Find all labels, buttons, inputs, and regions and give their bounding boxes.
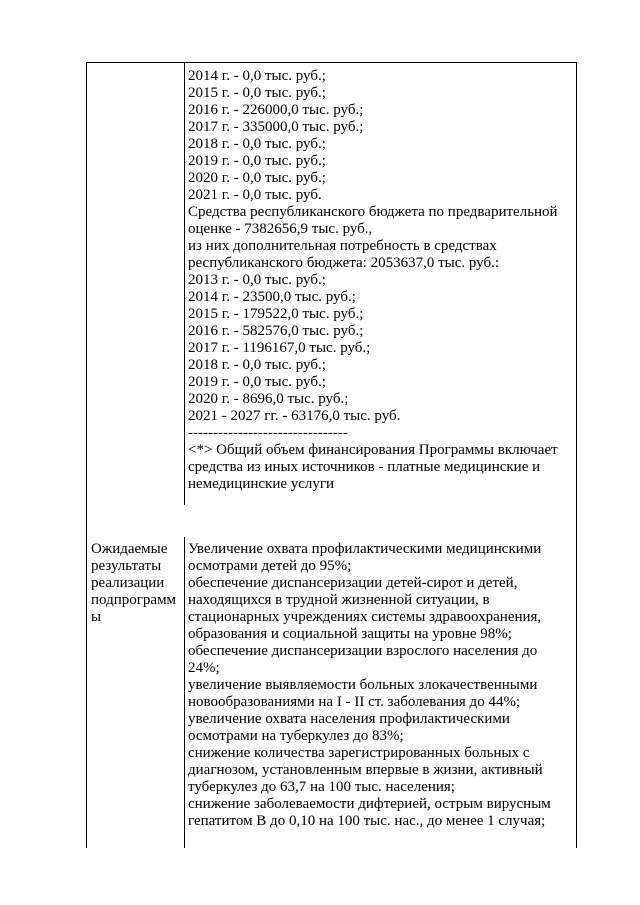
result-line: находящихся в трудной жизненной ситуации, в	[188, 592, 490, 608]
result-line: стационарных учреждениях системы здравоохранения,	[188, 609, 542, 625]
column-divider-bottom	[184, 537, 185, 848]
funding-line: 2015 г. - 179522,0 тыс. руб.;	[188, 306, 364, 322]
funding-line: 2013 г. - 0,0 тыс. руб.;	[188, 272, 326, 288]
result-line: обеспечение диспансеризации детей-сирот и детей,	[188, 575, 518, 591]
result-line: образования и социальной защиты на уровне 98%;	[188, 626, 512, 642]
footnote-line: средства из иных источников - платные медицинские и	[188, 459, 541, 475]
funding-line: Средства республиканского бюджета по предварительной	[188, 204, 558, 220]
label-line: подпрограмм	[91, 592, 177, 608]
label-line: Ожидаемые	[91, 541, 168, 557]
result-line: увеличение выявляемости больных злокачественными	[188, 677, 538, 693]
funding-cell	[188, 68, 578, 493]
expected-results-cell	[188, 541, 578, 830]
label-line: результаты	[91, 558, 162, 574]
funding-line: 2017 г. - 335000,0 тыс. руб.;	[188, 119, 364, 135]
funding-line: 2018 г. - 0,0 тыс. руб.;	[188, 136, 326, 152]
funding-line: 2019 г. - 0,0 тыс. руб.;	[188, 153, 326, 169]
column-divider-top	[184, 62, 185, 505]
funding-line: оценке - 7382656,9 тыс. руб.,	[188, 221, 373, 237]
result-line: снижение заболеваемости дифтерией, острым вирусным	[188, 796, 551, 812]
result-line: новообразованиями на I - II ст. заболевания до 44%;	[188, 694, 521, 710]
footnote-separator: --------------------------------	[188, 425, 348, 441]
result-line: гепатитом В до 0,10 на 100 тыс. нас., до менее 1 случая;	[188, 813, 546, 829]
funding-line: 2020 г. - 8696,0 тыс. руб.;	[188, 391, 349, 407]
footnote-line: <*> Общий объем финансирования Программы включает	[188, 442, 558, 458]
label-line: реализации	[91, 575, 165, 591]
result-line: диагнозом, установленным впервые в жизни, активный	[188, 762, 543, 778]
result-line: 24%;	[188, 660, 220, 676]
result-line: увеличение охвата населения профилактическими	[188, 711, 510, 727]
expected-results-label-cell	[91, 541, 181, 626]
funding-line: 2018 г. - 0,0 тыс. руб.;	[188, 357, 326, 373]
funding-line: 2017 г. - 1196167,0 тыс. руб.;	[188, 340, 371, 356]
funding-line: республиканского бюджета: 2053637,0 тыс. руб.:	[188, 255, 500, 271]
funding-line: 2021 - 2027 гг. - 63176,0 тыс. руб.	[188, 408, 401, 424]
table-left-border	[86, 62, 87, 848]
result-line: туберкулез до 63,7 на 100 тыс. населения;	[188, 779, 455, 795]
funding-line: 2020 г. - 0,0 тыс. руб.;	[188, 170, 326, 186]
result-line: Увеличение охвата профилактическими медицинскими	[188, 541, 542, 557]
funding-line: 2016 г. - 226000,0 тыс. руб.;	[188, 102, 364, 118]
funding-line: 2021 г. - 0,0 тыс. руб.	[188, 187, 322, 203]
footnote-line: немедицинские услуги	[188, 476, 335, 492]
funding-line: 2015 г. - 0,0 тыс. руб.;	[188, 85, 326, 101]
funding-line: 2016 г. - 582576,0 тыс. руб.;	[188, 323, 364, 339]
result-line: осмотрами детей до 95%;	[188, 558, 352, 574]
funding-line: 2014 г. - 23500,0 тыс. руб.;	[188, 289, 356, 305]
funding-line: 2019 г. - 0,0 тыс. руб.;	[188, 374, 326, 390]
result-line: обеспечение диспансеризации взрослого населения до	[188, 643, 538, 659]
funding-line: 2014 г. - 0,0 тыс. руб.;	[188, 68, 326, 84]
result-line: осмотрами на туберкулез до 83%;	[188, 728, 404, 744]
table-top-border	[86, 62, 577, 63]
label-line: ы	[91, 609, 102, 625]
result-line: снижение количества зарегистрированных больных с	[188, 745, 530, 761]
funding-line: из них дополнительная потребность в средствах	[188, 238, 497, 254]
